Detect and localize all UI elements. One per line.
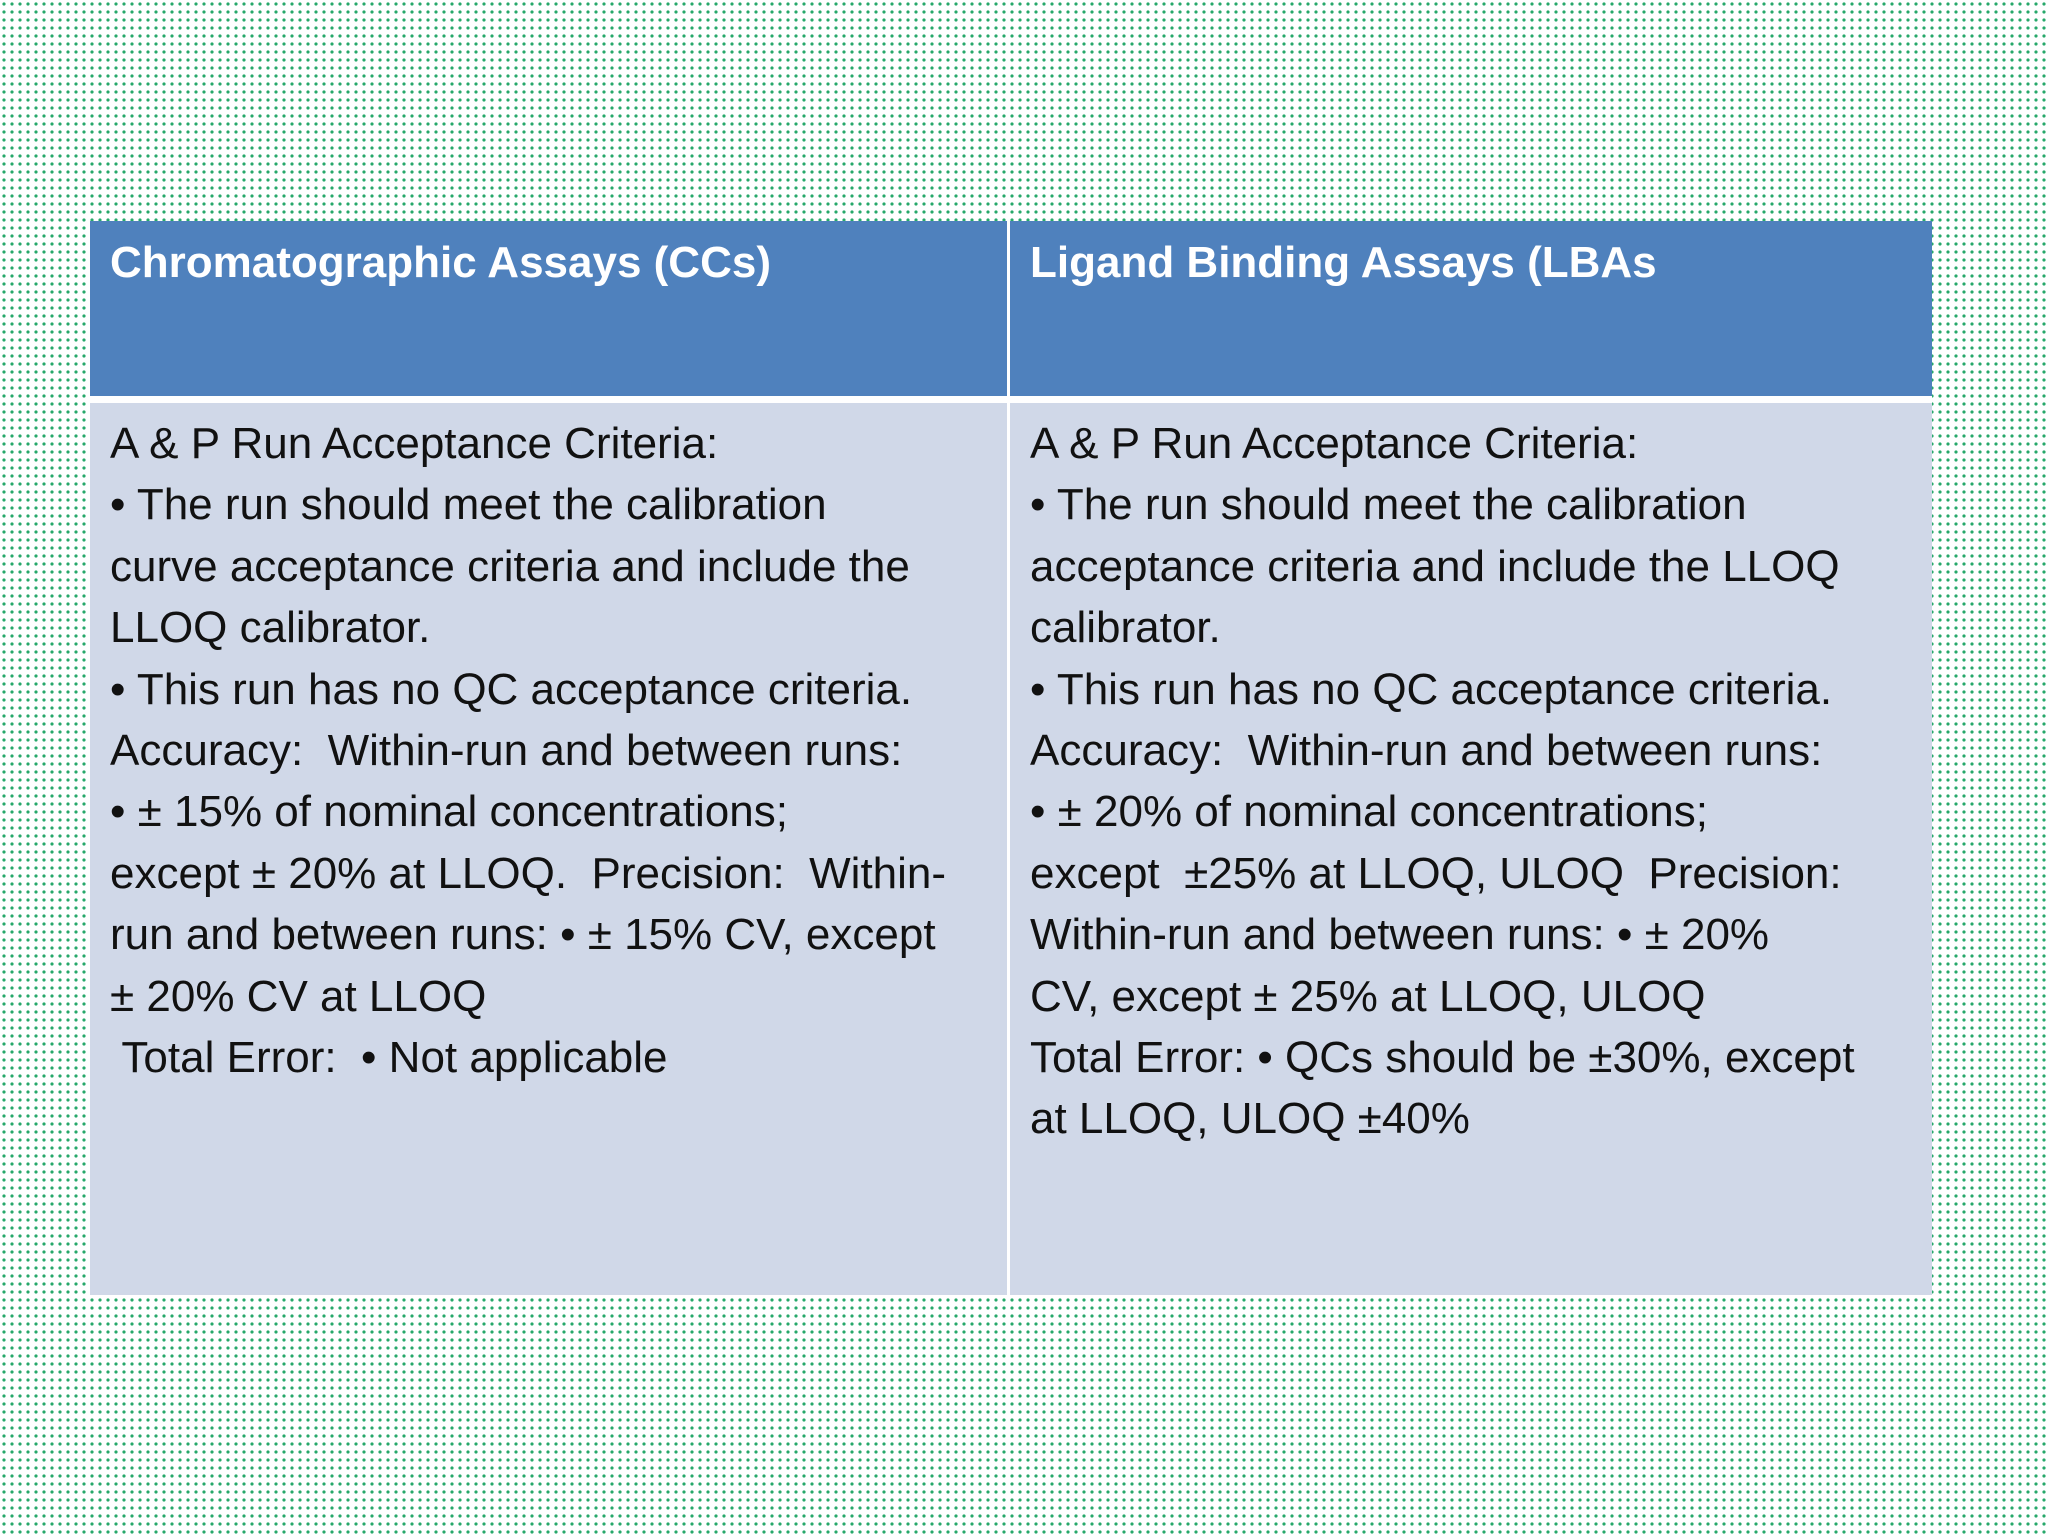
text-line: except ±25% at LLOQ, ULOQ Precision: bbox=[1030, 848, 1842, 898]
ligand-binding-criteria-cell bbox=[1010, 396, 1932, 1295]
text-line: Within-run and between runs: • ± 20% bbox=[1030, 910, 1770, 960]
text-line: A & P Run Acceptance Criteria: bbox=[1030, 419, 1639, 468]
header-chromatographic-assays bbox=[90, 221, 1010, 396]
text-line: CV, except ± 25% at LLOQ, ULOQ bbox=[1030, 971, 1706, 1021]
text-line: • The run should meet the calibration bbox=[1030, 480, 1747, 530]
comparison-table bbox=[90, 221, 1932, 1295]
text-line: • ± 20% of nominal concentrations; bbox=[1030, 787, 1708, 837]
text-line: calibrator. bbox=[1030, 603, 1221, 653]
text-line: at LLOQ, ULOQ ±40% bbox=[1030, 1094, 1470, 1144]
header-label: Ligand Binding Assays (LBAs bbox=[1030, 238, 1657, 287]
text-line: • This run has no QC acceptance criteria. bbox=[110, 664, 913, 714]
text-line: Accuracy: Within-run and between runs: bbox=[1030, 726, 1823, 776]
text-line: Total Error: • Not applicable bbox=[110, 1033, 668, 1083]
header-label: Chromatographic Assays (CCs) bbox=[110, 238, 771, 287]
text-line: • This run has no QC acceptance criteria. bbox=[1030, 664, 1833, 714]
chromatographic-criteria-cell bbox=[90, 396, 1010, 1295]
text-line: acceptance criteria and include the LLOQ bbox=[1030, 541, 1840, 591]
header-ligand-binding-assays bbox=[1010, 221, 1932, 396]
text-line: except ± 20% at LLOQ. Precision: Within- bbox=[110, 848, 947, 898]
text-line: • ± 15% of nominal concentrations; bbox=[110, 787, 788, 837]
text-line: curve acceptance criteria and include the bbox=[110, 541, 910, 591]
text-line: Total Error: • QCs should be ±30%, except bbox=[1030, 1033, 1855, 1083]
text-line: A & P Run Acceptance Criteria: bbox=[110, 419, 719, 468]
text-line: • The run should meet the calibration bbox=[110, 480, 827, 530]
text-line: run and between runs: • ± 15% CV, except bbox=[110, 910, 936, 960]
text-line: ± 20% CV at LLOQ bbox=[110, 971, 487, 1021]
text-line: LLOQ calibrator. bbox=[110, 603, 431, 653]
text-line: Accuracy: Within-run and between runs: bbox=[110, 726, 903, 776]
